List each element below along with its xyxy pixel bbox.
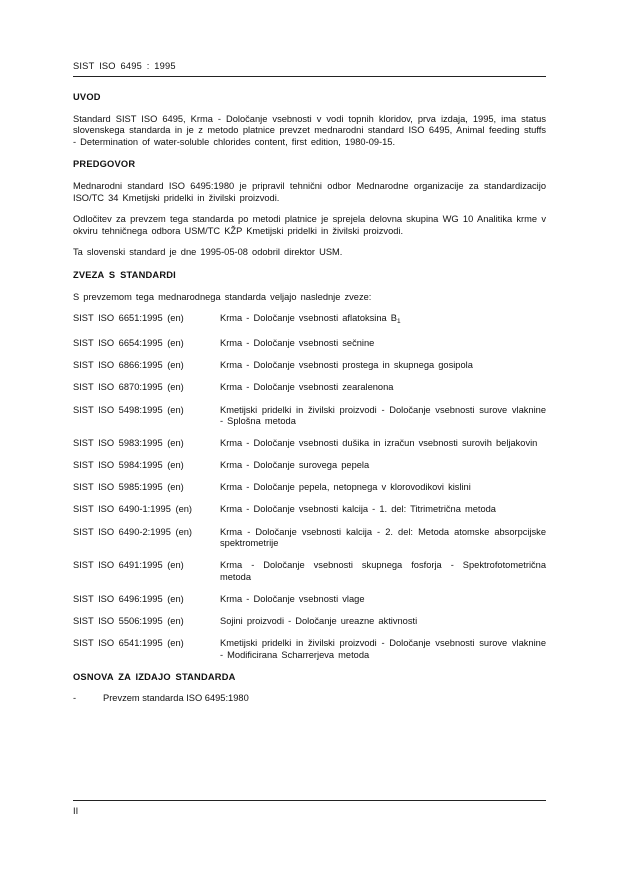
reference-title: Krma - Določanje vsebnosti zearalenona	[220, 382, 394, 393]
reference-row	[73, 527, 546, 550]
reference-row	[73, 616, 546, 628]
reference-title-text: Krma - Določanje vsebnosti aflatoksina B	[220, 313, 397, 324]
document-body	[73, 92, 546, 705]
reference-code: SIST ISO 6496:1995 (en)	[73, 593, 184, 604]
section-heading-predgovor: PREDGOVOR	[73, 159, 136, 170]
reference-row	[73, 382, 546, 394]
reference-title: Krma - Določanje surovega pepela	[220, 460, 370, 471]
footer-rule	[73, 800, 546, 801]
reference-title: Krma - Določanje vsebnosti kalcija - 2. del: Metoda atomske absorpcijske spektrometrije	[220, 526, 546, 549]
page-number: II	[73, 806, 79, 816]
reference-code: SIST ISO 6490-1:1995 (en)	[73, 504, 193, 515]
reference-code: SIST ISO 5498:1995 (en)	[73, 404, 184, 415]
reference-title	[220, 313, 546, 328]
reference-row	[73, 313, 546, 328]
reference-title: Krma - Določanje pepela, netopnega v klorovodikovi kislini	[220, 482, 471, 493]
reference-code: SIST ISO 6491:1995 (en)	[73, 560, 184, 571]
reference-row	[73, 360, 546, 372]
predgovor-paragraph: Ta slovenski standard je dne 1995-05-08 odobril direktor USM.	[73, 247, 343, 258]
reference-title: Krma - Določanje vsebnosti kalcija - 1. del: Titrimetrična metoda	[220, 504, 496, 515]
uvod-paragraph: Standard SIST ISO 6495, Krma - Določanje vsebnosti v vodi topnih kloridov, prva izdaja, 1995, ima status slovenskega standarda in je z metodo platnice prevzet mednarodni standard ISO 6495, Animal feeding stuffs - Determination of water-soluble chlorides content, first edition, 1980-09-15.	[73, 113, 546, 147]
reference-code: SIST ISO 6870:1995 (en)	[73, 382, 184, 393]
list-item-text: Prevzem standarda ISO 6495:1980	[103, 693, 249, 704]
section-heading-zveza: ZVEZA S STANDARDI	[73, 269, 176, 280]
reference-title: Krma - Določanje vsebnosti dušika in izračun vsebnosti surovih beljakovin	[220, 438, 538, 449]
reference-code: SIST ISO 5983:1995 (en)	[73, 438, 184, 449]
reference-code: SIST ISO 6490-2:1995 (en)	[73, 526, 193, 537]
reference-row	[73, 338, 546, 350]
section-heading-uvod: UVOD	[73, 92, 101, 102]
subscript: 1	[397, 318, 401, 326]
reference-row	[73, 460, 546, 472]
section-heading-osnova: OSNOVA ZA IZDAJO STANDARDA	[73, 671, 236, 682]
reference-row	[73, 504, 546, 516]
predgovor-paragraph: Mednarodni standard ISO 6495:1980 je pripravil tehnični odbor Mednarodne organizacije za standardizacijo ISO/TC 34 Kmetijski pridelki in živilski proizvodi.	[73, 180, 546, 203]
reference-title: Krma - Določanje vsebnosti vlage	[220, 593, 365, 604]
reference-code: SIST ISO 6541:1995 (en)	[73, 638, 184, 649]
reference-title: Krma - Določanje vsebnosti sečnine	[220, 338, 375, 349]
reference-row	[73, 482, 546, 494]
reference-title: Kmetijski pridelki in živilski proizvodi - Določanje vsebnosti surove vlaknine - Modificirana Scharrerjeva metoda	[220, 638, 546, 660]
reference-code: SIST ISO 5984:1995 (en)	[73, 460, 184, 471]
reference-code: SIST ISO 6866:1995 (en)	[73, 360, 184, 371]
document-page	[73, 0, 546, 877]
reference-title: Krma - Določanje vsebnosti prostega in skupnega gosipola	[220, 360, 473, 371]
reference-row	[73, 594, 546, 606]
reference-row	[73, 438, 546, 450]
list-item	[73, 693, 546, 705]
reference-code: SIST ISO 5985:1995 (en)	[73, 482, 184, 493]
document-header: SIST ISO 6495 : 1995	[73, 61, 176, 71]
header-rule	[73, 76, 546, 77]
predgovor-paragraph: Odločitev za prevzem tega standarda po metodi platnice je sprejela delovna skupina WG 10 Analitika krme v okviru tehničnega odbora USM/TC KŽP Kmetijski pridelki in živilski proizvodi.	[73, 214, 546, 236]
reference-row	[73, 638, 546, 661]
bullet-dash: -	[73, 693, 77, 704]
reference-title: Krma - Določanje vsebnosti skupnega fosforja - Spektrofotometrična metoda	[220, 560, 546, 582]
reference-title: Sojini proizvodi - Določanje ureazne aktivnosti	[220, 616, 418, 627]
reference-title: Kmetijski pridelki in živilski proizvodi - Določanje vsebnosti surove vlaknine - Splošna metoda	[220, 404, 546, 427]
reference-row	[73, 560, 546, 583]
reference-code: SIST ISO 6651:1995 (en)	[73, 313, 184, 324]
reference-code: SIST ISO 6654:1995 (en)	[73, 338, 184, 349]
reference-code: SIST ISO 5506:1995 (en)	[73, 616, 184, 627]
zveza-intro: S prevzemom tega mednarodnega standarda veljajo naslednje zveze:	[73, 291, 372, 302]
reference-row	[73, 405, 546, 428]
